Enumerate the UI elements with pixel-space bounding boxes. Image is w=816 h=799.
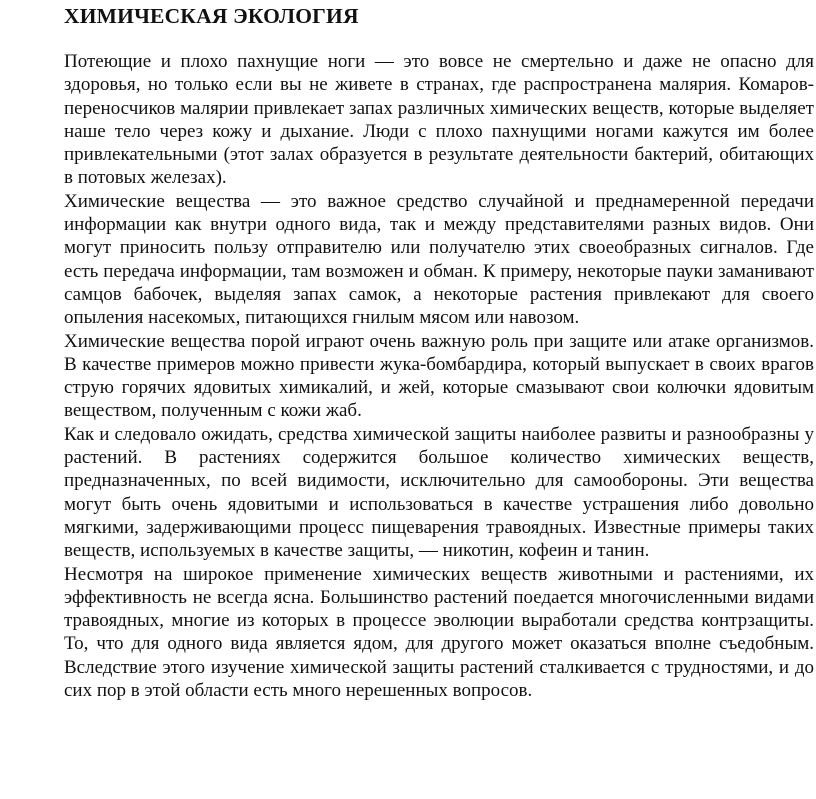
paragraph-5: Несмотря на широкое применение химических веществ животными и растениями, их эффективность не всегда ясна. Большинство растений поедается многочисленными видами травоядных, многие из которых в процессе эволюции выработали средства контрзащиты. То, что для одного вида является ядом, для другого может оказаться вполне съедобным. Вследствие этого изучение химической защиты растений сталкивается с трудностями, и до сих пор в этой области есть много нерешенных вопросов. [64,563,814,702]
document-body [64,50,814,702]
paragraph-4: Как и следовало ожидать, средства химической защиты наиболее развиты и разнообразны у растений. В растениях содержится большое количество химических веществ, предназначенных, по всей видимости, исключительно для самообороны. Эти вещества могут быть очень ядовитыми и использоваться в качестве устрашения либо довольно мягкими, задерживающими процесс пищеварения травоядных. Известные примеры таких веществ, используемых в качестве защиты, — никотин, кофеин и танин. [64,423,814,562]
paragraph-1: Потеющие и плохо пахнущие ноги — это вовсе не смертельно и даже не опасно для здоровья, но только если вы не живете в странах, где распространена малярия. Комаров-переносчиков малярии привлекает запах различных химических веществ, которые выделяет наше тело через кожу и дыхание. Люди с плохо пахнущими ногами кажутся им более привлекательными (этот залах образуется в результате деятельности бактерий, обитающих в потовых железах). [64,51,814,189]
document-page [64,0,814,702]
paragraph-2: Химические вещества — это важное средство случайной и преднамеренной передачи информации как внутри одного вида, так и между представителями разных видов. Они могут приносить пользу отправителю или получателю этих своеобразных сигналов. Где есть передача информации, там возможен и обман. К примеру, некоторые пауки заманивают самцов бабочек, выделяя запах самок, а некоторые растения привлекают для своего опыления насекомых, питающихся гнилым мясом или навозом. [64,190,814,329]
document-title: ХИМИЧЕСКАЯ ЭКОЛОГИЯ [64,4,359,28]
paragraph-3: Химические вещества порой играют очень важную роль при защите или атаке организмов. В качестве примеров можно привести жука-бомбардира, который выпускает в своих врагов струю горячих ядовитых химикалий, и жей, которые смазывают свои колючки ядовитым веществом, полученным с кожи жаб. [64,330,814,422]
